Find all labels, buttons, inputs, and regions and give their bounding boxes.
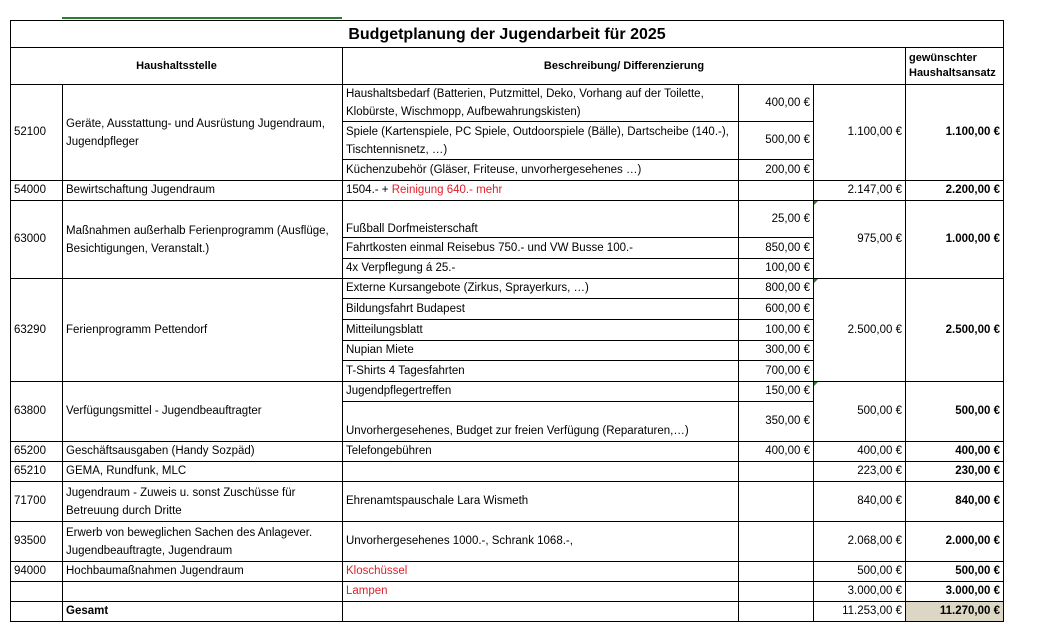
amount-cell[interactable] (739, 582, 814, 602)
table-row (11, 382, 1004, 402)
amount-cell[interactable] (739, 522, 814, 562)
header-haushaltsstelle[interactable]: Haushaltsstelle (11, 48, 343, 85)
name-cell[interactable]: Hochbaumaßnahmen Jugendraum (63, 562, 343, 582)
amount-cell[interactable] (739, 482, 814, 522)
sum-cell[interactable]: 2.500,00 € (814, 279, 906, 382)
table-row (11, 279, 1004, 299)
amount-cell[interactable]: 400,00 € (739, 442, 814, 462)
amount-cell[interactable]: 150,00 € (739, 382, 814, 402)
name-cell[interactable]: Ferienprogramm Pettendorf (63, 279, 343, 382)
code-cell[interactable]: 63800 (11, 382, 63, 442)
amount-cell[interactable]: 400,00 € (739, 85, 814, 122)
header-gewuenscht[interactable] (906, 48, 1004, 85)
amount-cell[interactable]: 300,00 € (739, 341, 814, 361)
name-cell[interactable]: Jugendraum - Zuweis u. sonst Zuschüsse für Betreuung durch Dritte (63, 482, 343, 522)
wanted-cell[interactable]: 230,00 € (906, 462, 1004, 482)
table-row (11, 582, 1004, 602)
code-cell[interactable] (11, 602, 63, 622)
amount-cell[interactable]: 850,00 € (739, 238, 814, 259)
wanted-cell[interactable]: 840,00 € (906, 482, 1004, 522)
title-row (11, 21, 1004, 48)
desc-cell[interactable]: Lampen (343, 582, 739, 602)
desc-cell[interactable] (343, 602, 739, 622)
table-row (11, 181, 1004, 201)
desc-cell[interactable]: Nupian Miete (343, 341, 739, 361)
desc-cell[interactable] (343, 181, 739, 201)
desc-text: 1504.- + (346, 184, 392, 196)
wanted-cell[interactable]: 2.500,00 € (906, 279, 1004, 382)
code-cell[interactable]: 63000 (11, 201, 63, 279)
desc-cell[interactable]: 4x Verpflegung á 25.- (343, 259, 739, 279)
desc-cell[interactable]: Mitteilungsblatt (343, 320, 739, 341)
wanted-cell[interactable]: 500,00 € (906, 382, 1004, 442)
wanted-cell[interactable]: 1.000,00 € (906, 201, 1004, 279)
amount-cell[interactable] (739, 602, 814, 622)
code-cell[interactable]: 52100 (11, 85, 63, 181)
page-title[interactable]: Budgetplanung der Jugendarbeit für 2025 (11, 21, 1004, 48)
amount-cell[interactable]: 25,00 € (739, 201, 814, 238)
sum-cell[interactable]: 1.100,00 € (814, 85, 906, 181)
amount-cell[interactable]: 500,00 € (739, 122, 814, 160)
amount-cell[interactable]: 100,00 € (739, 320, 814, 341)
table-row (11, 482, 1004, 522)
table-row (11, 562, 1004, 582)
name-cell[interactable]: Verfügungsmittel - Jugendbeauftragter (63, 382, 343, 442)
wanted-cell[interactable]: 1.100,00 € (906, 85, 1004, 181)
sum-cell[interactable]: 500,00 € (814, 562, 906, 582)
desc-cell[interactable]: Jugendpflegertreffen (343, 382, 739, 402)
desc-cell[interactable]: Fahrtkosten einmal Reisebus 750.- und VW Busse 100.- (343, 238, 739, 259)
code-cell[interactable]: 71700 (11, 482, 63, 522)
table-row (11, 442, 1004, 462)
name-cell[interactable] (63, 582, 343, 602)
amount-cell[interactable] (739, 562, 814, 582)
code-cell[interactable] (11, 582, 63, 602)
desc-cell[interactable]: Unvorhergesehenes, Budget zur freien Verfügung (Reparaturen,…) (343, 402, 739, 442)
desc-cell[interactable]: T-Shirts 4 Tagesfahrten (343, 361, 739, 382)
name-cell[interactable]: Geschäftsausgaben (Handy Sozpäd) (63, 442, 343, 462)
total-row (11, 602, 1004, 622)
code-cell[interactable]: 54000 (11, 181, 63, 201)
wanted-cell[interactable]: 400,00 € (906, 442, 1004, 462)
amount-cell[interactable]: 800,00 € (739, 279, 814, 299)
sum-cell[interactable]: 223,00 € (814, 462, 906, 482)
code-cell[interactable]: 65210 (11, 462, 63, 482)
desc-cell[interactable]: Externe Kursangebote (Zirkus, Sprayerkurs, …) (343, 279, 739, 299)
code-cell[interactable]: 65200 (11, 442, 63, 462)
wanted-cell[interactable]: 3.000,00 € (906, 582, 1004, 602)
desc-cell[interactable]: Haushaltsbedarf (Batterien, Putzmittel, Deko, Vorhang auf der Toilette, Klobürste, Wischmopp, Aufbewahrungskisten) (343, 85, 739, 122)
code-cell[interactable]: 94000 (11, 562, 63, 582)
wanted-cell[interactable]: 500,00 € (906, 562, 1004, 582)
amount-cell[interactable] (739, 181, 814, 201)
wanted-cell[interactable]: 2.000,00 € (906, 522, 1004, 562)
sum-cell[interactable]: 400,00 € (814, 442, 906, 462)
sum-cell[interactable]: 2.147,00 € (814, 181, 906, 201)
amount-cell[interactable]: 200,00 € (739, 160, 814, 181)
desc-cell[interactable]: Spiele (Kartenspiele, PC Spiele, Outdoorspiele (Bälle), Dartscheibe (140.-), Tischtennisnetz, …) (343, 122, 739, 160)
name-cell[interactable]: Geräte, Ausstattung- und Ausrüstung Jugendraum, Jugendpfleger (63, 85, 343, 181)
active-cell-indicator (62, 17, 342, 19)
header-beschreibung[interactable]: Beschreibung/ Differenzierung (343, 48, 906, 85)
name-cell[interactable]: GEMA, Rundfunk, MLC (63, 462, 343, 482)
name-cell[interactable]: Bewirtschaftung Jugendraum (63, 181, 343, 201)
budget-table (10, 20, 1004, 622)
amount-cell[interactable]: 350,00 € (739, 402, 814, 442)
header-row (11, 48, 1004, 85)
desc-cell[interactable]: Ehrenamtspauschale Lara Wismeth (343, 482, 739, 522)
header-gewuenscht-line2: Haushaltsansatz (909, 67, 996, 79)
header-gewuenscht-line1: gewünschter (909, 52, 977, 64)
desc-text-red: Reinigung 640.- mehr (391, 184, 503, 196)
table-row (11, 462, 1004, 482)
amount-cell[interactable]: 700,00 € (739, 361, 814, 382)
code-cell[interactable]: 63290 (11, 279, 63, 382)
name-cell[interactable]: Maßnahmen außerhalb Ferienprogramm (Ausflüge, Besichtigungen, Veranstalt.) (63, 201, 343, 279)
sum-cell[interactable]: 500,00 € (814, 382, 906, 442)
sum-cell[interactable]: 975,00 € (814, 201, 906, 279)
desc-cell[interactable]: Unvorhergesehenes 1000.-, Schrank 1068.-, (343, 522, 739, 562)
desc-cell[interactable] (343, 462, 739, 482)
table-row (11, 85, 1004, 122)
sum-cell[interactable]: 3.000,00 € (814, 582, 906, 602)
total-sum[interactable]: 11.253,00 € (814, 602, 906, 622)
amount-cell[interactable]: 600,00 € (739, 299, 814, 320)
desc-cell[interactable]: Küchenzubehör (Gläser, Friteuse, unvorhergesehenes …) (343, 160, 739, 181)
wanted-cell[interactable]: 2.200,00 € (906, 181, 1004, 201)
amount-cell[interactable] (739, 462, 814, 482)
table-row (11, 201, 1004, 238)
desc-cell[interactable]: Bildungsfahrt Budapest (343, 299, 739, 320)
amount-cell[interactable]: 100,00 € (739, 259, 814, 279)
table-row (11, 522, 1004, 562)
code-cell[interactable]: 93500 (11, 522, 63, 562)
sum-cell[interactable]: 2.068,00 € (814, 522, 906, 562)
desc-cell[interactable]: Telefongebühren (343, 442, 739, 462)
desc-cell[interactable]: Fußball Dorfmeisterschaft (343, 201, 739, 238)
sum-cell[interactable]: 840,00 € (814, 482, 906, 522)
name-cell[interactable]: Erwerb von beweglichen Sachen des Anlagever. Jugendbeauftragte, Jugendraum (63, 522, 343, 562)
desc-cell[interactable]: Kloschüssel (343, 562, 739, 582)
total-label[interactable]: Gesamt (63, 602, 343, 622)
total-wanted[interactable]: 11.270,00 € (906, 602, 1004, 622)
